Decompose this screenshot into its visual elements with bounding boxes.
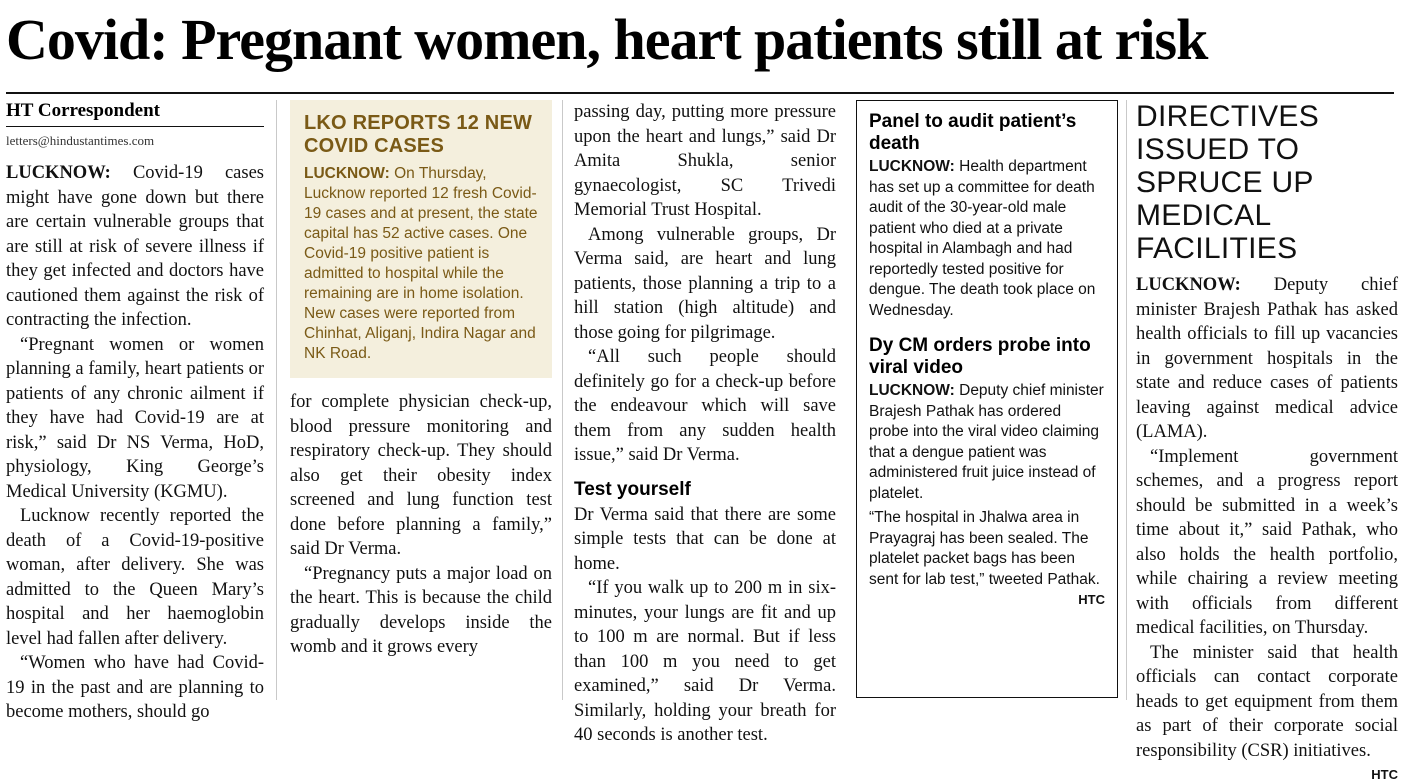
byline-email: letters@hindustantimes.com xyxy=(6,133,155,148)
column-divider-1 xyxy=(276,100,277,700)
paragraph: Lucknow recently reported the death of a Covid-19-positive woman, after delivery. She was admitted to the Queen Mary’s hospital and her haemoglobin level had fallen after delivery. xyxy=(6,506,264,649)
panel-dateline: LUCKNOW: xyxy=(869,382,955,399)
paragraph: “All such people should definitely go for a check-up before the endeavour which will save them from any sudden health issue,” said Dr Verma. xyxy=(574,347,836,465)
column-5-credit: HTC xyxy=(1371,767,1398,782)
panel-body-viral-video xyxy=(869,381,1105,504)
paragraph: Dr Verma said that there are some simple tests that can be done at home. xyxy=(574,504,836,574)
breakout-dateline: LUCKNOW: xyxy=(304,165,390,182)
column-3 xyxy=(574,100,836,745)
panel-body-death-audit xyxy=(869,157,1105,321)
paragraph: “Pregnant women or women planning a family, heart patients or patients of any chronic ailment if they have had Covid-19 are at risk,” said Dr NS Verma, HoD, physiology, King George’s Medical University (KGMU). xyxy=(6,334,264,502)
section-kicker: DIRECTIVES ISSUED TO SPRUCE UP MEDICAL FACILITIES xyxy=(1136,100,1320,265)
breakout-box xyxy=(290,100,552,378)
page-title: Covid: Pregnant women, heart patients still at risk xyxy=(6,7,1208,72)
panel-credit: HTC xyxy=(1078,592,1105,607)
paragraph xyxy=(6,161,264,333)
paragraph xyxy=(1136,273,1398,445)
column-1-body xyxy=(6,161,264,725)
panel-text: Deputy chief minister Brajesh Pathak has ordered probe into the viral video claiming that a dengue patient was administered fruit juice instead of platelet. xyxy=(869,382,1104,502)
breakout-text: On Thursday, Lucknow reported 12 fresh Covid-19 cases and at present, the state capital has 52 active cases. One Covid-19 positive patient is admitted to hospital while the remaining are in home isolation. New cases were reported from Chinhat, Aliganj, Indira Nagar and NK Road. xyxy=(304,165,538,362)
column-1 xyxy=(6,100,264,722)
dateline: LUCKNOW: xyxy=(1136,275,1241,295)
subheading-test-yourself: Test yourself xyxy=(574,478,691,500)
breakout-body xyxy=(304,164,538,364)
column-5 xyxy=(1136,100,1398,782)
panel-heading-death-audit: Panel to audit patient’s death xyxy=(869,111,1077,154)
paragraph: Among vulnerable groups, Dr Verma said, are heart and lung patients, those planning a trip to a hill station (high altitude) and those going for pilgrimage. xyxy=(574,224,836,343)
header-divider xyxy=(6,92,1394,94)
panel-dateline: LUCKNOW: xyxy=(869,158,955,175)
paragraph: “If you walk up to 200 m in six-minutes, your lungs are fit and up to 100 m are normal. But if less than 100 m you need to get examined,” said Dr Verma. Similarly, holding your breath for 40 seconds is another test. xyxy=(574,578,836,745)
paragraph: passing day, putting more pressure upon the heart and lungs,” said Dr Amita Shukla, senior gynaecologist, SC Trivedi Memorial Trust Hospital. xyxy=(574,102,836,220)
byline-divider xyxy=(6,126,264,127)
paragraph: “Implement government schemes, and a progress report should be submitted in a week’s time about it,” said Pathak, who also holds the health portfolio, while chairing a review meeting with officials from different medical facilities, on Thursday. xyxy=(1136,446,1398,638)
byline-author: HT Correspondent xyxy=(6,100,160,121)
panel-text: Health department has set up a committee for death audit of the 30-year-old male patient who died at a private hospital in Alambagh and had reportedly tested positive for dengue. The death took place on Wednesday. xyxy=(869,158,1096,319)
paragraph: The minister said that health officials can contact corporate heads to get equipment from them as part of their corporate social responsibility (CSR) initiatives. xyxy=(1136,642,1398,761)
article-columns xyxy=(6,100,1398,782)
paragraph-text: Covid-19 cases might have gone down but there are certain vulnerable groups that are still at risk of severe illness if they get infected and doctors have cautioned them against the risk of contracting the infection. xyxy=(6,163,264,330)
panel-heading-viral-video: Dy CM orders probe into viral video xyxy=(869,335,1091,378)
paragraph-text: Deputy chief minister Brajesh Pathak has asked health officials to fill up vacancies in government hospitals in the state and reduce cases of patients leaving against medical advice (LAMA). xyxy=(1136,275,1398,442)
dateline: LUCKNOW: xyxy=(6,163,111,183)
column-2 xyxy=(290,100,552,700)
paragraph: for complete physician check-up, blood pressure monitoring and respiratory check-up. They should also get their obesity index screened and lung function test done before planning a family,” said Dr Verma. xyxy=(290,392,552,559)
paragraph: “Pregnancy puts a major load on the heart. This is because the child gradually develops inside the womb and it grows every xyxy=(290,563,552,657)
sidebar-panel xyxy=(856,100,1118,698)
column-divider-2 xyxy=(562,100,563,700)
panel-body-quote: “The hospital in Jhalwa area in Prayagraj has been sealed. The platelet packet bags has been sent for lab test,” tweeted Pathak. xyxy=(869,509,1100,588)
breakout-title: LKO REPORTS 12 NEW COVID CASES xyxy=(304,112,533,157)
column-5-body xyxy=(1136,273,1398,763)
panel-spacer xyxy=(869,321,1105,335)
column-3-body xyxy=(574,100,836,748)
column-divider-3 xyxy=(1126,100,1127,700)
paragraph: “Women who have had Covid-19 in the past and are planning to become mothers, should go xyxy=(6,653,264,722)
column-2-body xyxy=(290,390,552,660)
